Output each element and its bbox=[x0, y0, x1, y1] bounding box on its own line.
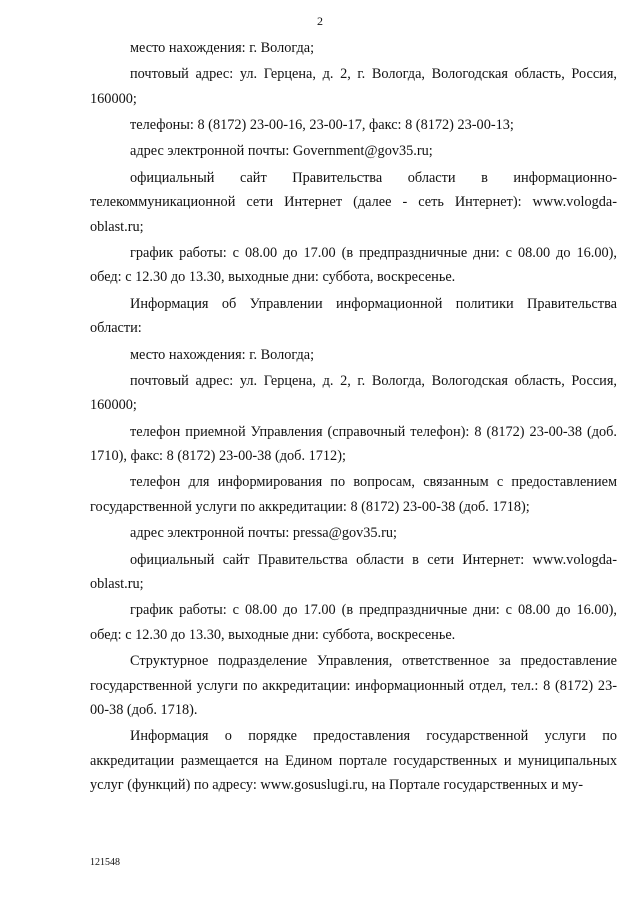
paragraph-responsible-unit: Структурное подразделение Управления, ответственное за предоставление государственной услуги по аккредитации: информационный отдел, тел.: 8 (8172) 23-00-38 (доб. 1718). bbox=[90, 653, 617, 719]
paragraph-work-schedule: график работы: с 08.00 до 17.00 (в предпраздничные дни: с 08.00 до 16.00), обед: с 12.30 до 13.30, выходные дни: суббота, воскресенье. bbox=[90, 244, 617, 286]
paragraph-department-location: место нахождения: г. Вологда; bbox=[130, 346, 315, 363]
document-body bbox=[90, 36, 617, 800]
paragraph-location: место нахождения: г. Вологда; bbox=[130, 40, 315, 56]
paragraph-department-email: адрес электронной почты: pressa@gov35.ru; bbox=[130, 525, 398, 542]
paragraph-department-work-schedule: график работы: с 08.00 до 17.00 (в предпраздничные дни: с 08.00 до 16.00), обед: с 12.30 до 13.30, выходные дни: суббота, воскресенье. bbox=[90, 602, 617, 643]
paragraph-department-postal-address: почтовый адрес: ул. Герцена, д. 2, г. Вологда, Вологодская область, Россия, 160000; bbox=[90, 372, 617, 414]
paragraph-phones: телефоны: 8 (8172) 23-00-16, 23-00-17, факс: 8 (8172) 23-00-13; bbox=[130, 117, 514, 134]
paragraph-department-site: официальный сайт Правительства области в сети Интернет: www.vologda-oblast.ru; bbox=[90, 551, 617, 593]
paragraph-info-department-heading: Информация об Управлении информационной политики Правительства области: bbox=[90, 295, 617, 337]
paragraph-email: адрес электронной почты: Government@gov35.ru; bbox=[130, 143, 433, 160]
paragraph-portal-info: Информация о порядке предоставления государственной услуги по аккредитации размещается на Едином портале государственных и муниципальных услуг (функций) по адресу: www.gosuslugi.ru, на Портале государственных и му- bbox=[90, 728, 617, 794]
paragraph-postal-address: почтовый адрес: ул. Герцена, д. 2, г. Вологда, Вологодская область, Россия, 160000; bbox=[90, 66, 617, 107]
document-code: 121548 bbox=[90, 857, 120, 868]
paragraph-accreditation-phone: телефон для информирования по вопросам, связанным с предоставлением государственной услуги по аккредитации: 8 (8172) 23-00-38 (доб. 1718); bbox=[90, 474, 617, 515]
paragraph-official-site: официальный сайт Правительства области в информационно-телекоммуникационной сети Интернет (далее - сеть Интернет): www.vologda-oblast.ru; bbox=[90, 169, 617, 235]
page-number: 2 bbox=[317, 14, 323, 28]
paragraph-department-phone: телефон приемной Управления (справочный телефон): 8 (8172) 23-00-38 (доб. 1710), факс: 8 (8172) 23-00-38 (доб. 1712); bbox=[90, 423, 617, 465]
